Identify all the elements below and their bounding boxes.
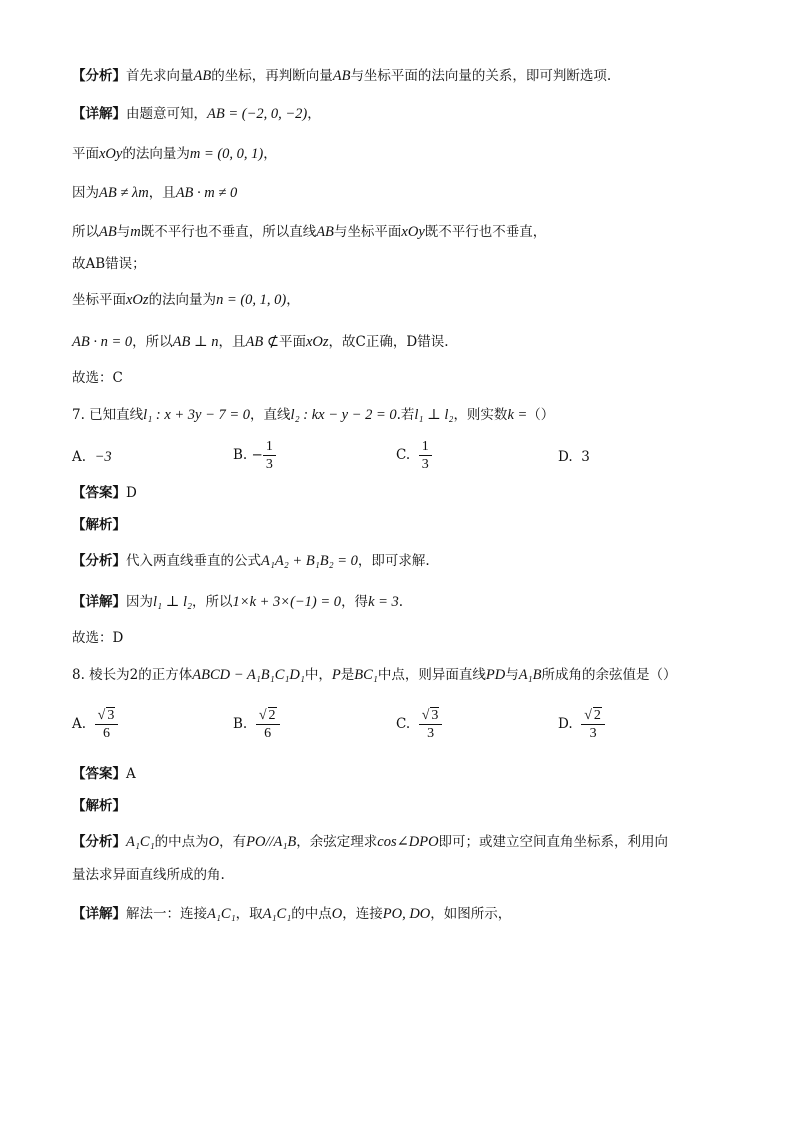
question-8: 8. 棱长为2的正方体ABCD − A₁B₁C₁D₁中，P是BC₁中点，则异面直线PD与A₁B所成角的余弦值是（）: [72, 667, 677, 683]
q7-option-a: A. −3: [72, 449, 112, 465]
analysis-tag: 【分析】: [72, 68, 126, 84]
q8-answer: 【答案】A: [72, 766, 136, 782]
q8-option-d: D. $\frac{√ 2}{3}$: [558, 707, 605, 742]
q8-solution-tag: 【解析】: [72, 798, 126, 814]
fraction: $\frac{√ 2}{6}$: [256, 707, 280, 742]
fraction: $\frac{√ 2}{3}$: [581, 707, 605, 742]
detail-line-5: 故AB错误；: [72, 256, 146, 272]
q7-option-d: D. 3: [558, 449, 590, 465]
analysis-line-1: 【分析】首先求向量AB的坐标，再判断向量AB与坐标平面的法向量的关系，即可判断选项.: [72, 68, 612, 84]
fraction: $\frac{1}{3}$: [263, 438, 276, 473]
q7-detail: 【详解】因为l₁ ⊥ l₂，所以1×k + 3×(−1) = 0，得k = 3.: [72, 594, 404, 610]
q8-analysis-1: 【分析】A₁C₁的中点为O，有PO//A₁B，余弦定理求cos∠DPO即可；或建立空间直角坐标系，利用向: [72, 834, 669, 850]
question-7: 7. 已知直线l₁ : x + 3y − 7 = 0，直线l₂ : kx − y − 2 = 0.若l₁ ⊥ l₂，则实数k =（）: [72, 407, 555, 423]
q8-detail: 【详解】解法一：连接A₁C₁，取A₁C₁的中点O，连接PO, DO，如图所示，: [72, 906, 512, 922]
q7-option-b: B. − $\frac{1}{3}$: [233, 438, 276, 473]
detail-line-7: AB · n = 0，所以AB ⊥ n，且AB ⊄平面xOz，故C正确，D错误.: [72, 334, 449, 350]
q7-solution-tag: 【解析】: [72, 517, 126, 533]
q8-option-b: B. $\frac{√ 2}{6}$: [233, 707, 280, 742]
q7-answer: 【答案】D: [72, 485, 137, 501]
detail-line-4: 所以AB与m既不平行也不垂直，所以直线AB与坐标平面xOy既不平行也不垂直，: [72, 224, 547, 240]
detail-tag: 【详解】: [72, 106, 126, 122]
fraction: $\frac{√ 3}{6}$: [95, 707, 119, 742]
q8-option-a: A. $\frac{√ 3}{6}$: [72, 707, 118, 742]
detail-line-3: 因为AB ≠ λm，且AB · m ≠ 0: [72, 185, 238, 201]
q7-analysis: 【分析】代入两直线垂直的公式A₁A₂ + B₁B₂ = 0，即可求解.: [72, 553, 430, 569]
fraction: $\frac{1}{3}$: [419, 438, 432, 473]
q7-choice: 故选：D: [72, 630, 124, 646]
answer-choice-line-6: 故选：C: [72, 370, 123, 386]
detail-line-6: 坐标平面xOz的法向量为n = (0, 1, 0)，: [72, 292, 300, 308]
q8-option-c: C. $\frac{√ 3}{3}$: [396, 707, 442, 742]
q7-option-c: C. $\frac{1}{3}$: [396, 438, 432, 473]
detail-line-1: 【详解】由题意可知，AB = (−2, 0, −2)，: [72, 106, 321, 122]
fraction: $\frac{√ 3}{3}$: [419, 707, 443, 742]
detail-line-2: 平面xOy的法向量为m = (0, 0, 1)，: [72, 146, 277, 162]
q8-analysis-2: 量法求异面直线所成的角.: [72, 867, 225, 883]
